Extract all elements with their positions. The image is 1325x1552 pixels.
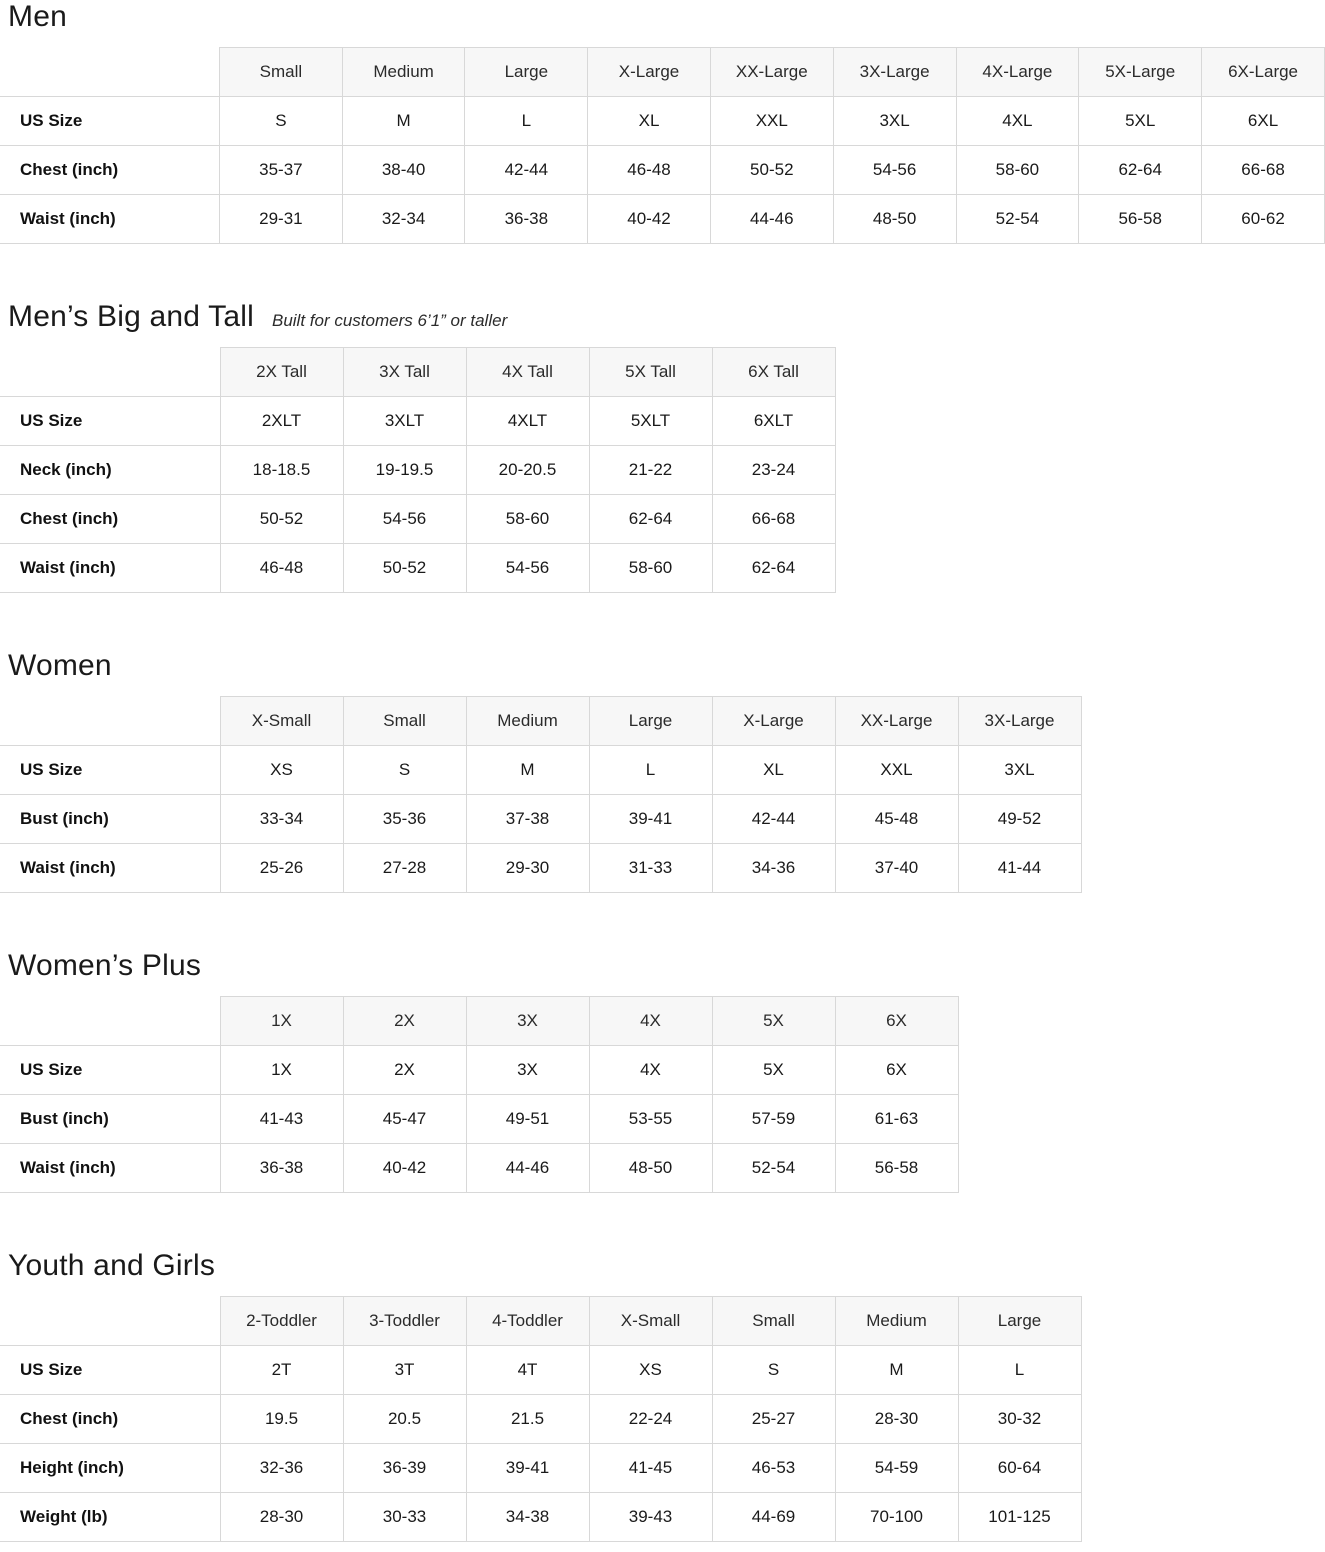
table-cell: L [958, 1346, 1081, 1395]
table-header-row [0, 997, 958, 1046]
table-cell: S [220, 97, 343, 146]
column-header: 1X [220, 997, 343, 1046]
table-cell: 28-30 [220, 1493, 343, 1542]
table-cell: 48-50 [833, 195, 956, 244]
table-cell: 44-46 [710, 195, 833, 244]
table-cell: 37-38 [466, 795, 589, 844]
table-cell: 49-51 [466, 1095, 589, 1144]
row-header: Waist (inch) [0, 195, 220, 244]
row-header: Neck (inch) [0, 446, 220, 495]
column-header: X-Large [588, 48, 711, 97]
table-cell: 30-33 [343, 1493, 466, 1542]
size-section [0, 893, 1325, 1193]
table-cell: 19-19.5 [343, 446, 466, 495]
column-header: 3X [466, 997, 589, 1046]
table-cell: 39-43 [589, 1493, 712, 1542]
table-cell: 44-69 [712, 1493, 835, 1542]
table-row [0, 446, 835, 495]
table-cell: 54-56 [833, 146, 956, 195]
column-header: 4X-Large [956, 48, 1079, 97]
column-header: 3X-Large [958, 697, 1081, 746]
table-cell: 5X [712, 1046, 835, 1095]
table-cell: 70-100 [835, 1493, 958, 1542]
table-cell: 34-36 [712, 844, 835, 893]
table-cell: 41-43 [220, 1095, 343, 1144]
row-header: Weight (lb) [0, 1493, 220, 1542]
column-header: 5X [712, 997, 835, 1046]
table-corner-cell [0, 348, 220, 397]
table-cell: 35-36 [343, 795, 466, 844]
table-cell: 35-37 [220, 146, 343, 195]
section-title: Youth and Girls [8, 1249, 216, 1282]
table-row [0, 844, 1081, 893]
size-section [0, 593, 1325, 893]
row-header: US Size [0, 97, 220, 146]
column-header: Large [958, 1297, 1081, 1346]
section-header [0, 0, 1325, 47]
table-cell: 3X [466, 1046, 589, 1095]
row-header: US Size [0, 746, 220, 795]
column-header: Small [712, 1297, 835, 1346]
column-header: Large [589, 697, 712, 746]
table-cell: XXL [710, 97, 833, 146]
table-cell: 57-59 [712, 1095, 835, 1144]
table-header-row [0, 1297, 1081, 1346]
column-header: 3X-Large [833, 48, 956, 97]
table-cell: 21.5 [466, 1395, 589, 1444]
table-cell: XS [220, 746, 343, 795]
size-table [0, 47, 1325, 244]
section-spacer [0, 244, 1325, 300]
table-cell: 1X [220, 1046, 343, 1095]
table-row [0, 746, 1081, 795]
table-cell: 50-52 [343, 544, 466, 593]
column-header: 3X Tall [343, 348, 466, 397]
table-cell: 6X [835, 1046, 958, 1095]
column-header: 5X-Large [1079, 48, 1202, 97]
row-header: Height (inch) [0, 1444, 220, 1493]
table-cell: L [589, 746, 712, 795]
table-header-row [0, 48, 1325, 97]
table-cell: 42-44 [712, 795, 835, 844]
table-row [0, 195, 1325, 244]
column-header: 2X Tall [220, 348, 343, 397]
table-cell: 58-60 [466, 495, 589, 544]
table-header-row [0, 697, 1081, 746]
table-cell: 25-27 [712, 1395, 835, 1444]
section-header [0, 300, 1325, 347]
table-cell: 58-60 [589, 544, 712, 593]
table-row [0, 495, 835, 544]
table-cell: 66-68 [712, 495, 835, 544]
table-cell: 29-30 [466, 844, 589, 893]
column-header: Large [465, 48, 588, 97]
table-cell: 2X [343, 1046, 466, 1095]
table-cell: 66-68 [1202, 146, 1325, 195]
table-cell: 3XLT [343, 397, 466, 446]
table-cell: 54-56 [343, 495, 466, 544]
table-row [0, 97, 1325, 146]
table-cell: 23-24 [712, 446, 835, 495]
row-header: US Size [0, 1046, 220, 1095]
table-cell: 62-64 [589, 495, 712, 544]
table-cell: 58-60 [956, 146, 1079, 195]
section-header [0, 649, 1325, 696]
column-header: 5X Tall [589, 348, 712, 397]
table-cell: 36-39 [343, 1444, 466, 1493]
table-cell: 3T [343, 1346, 466, 1395]
row-header: Waist (inch) [0, 844, 220, 893]
section-title: Men’s Big and Tall [8, 300, 254, 333]
table-cell: 50-52 [220, 495, 343, 544]
table-row [0, 1346, 1081, 1395]
table-corner-cell [0, 697, 220, 746]
table-cell: 62-64 [712, 544, 835, 593]
table-cell: 45-47 [343, 1095, 466, 1144]
column-header: Small [220, 48, 343, 97]
table-cell: 40-42 [343, 1144, 466, 1193]
column-header: XX-Large [835, 697, 958, 746]
table-cell: 52-54 [956, 195, 1079, 244]
section-title: Men [8, 0, 67, 33]
table-cell: 20-20.5 [466, 446, 589, 495]
column-header: 6X-Large [1202, 48, 1325, 97]
table-cell: XL [712, 746, 835, 795]
size-table [0, 696, 1082, 893]
table-row [0, 544, 835, 593]
row-header: US Size [0, 397, 220, 446]
table-cell: 21-22 [589, 446, 712, 495]
table-corner-cell [0, 997, 220, 1046]
table-cell: 28-30 [835, 1395, 958, 1444]
table-cell: 34-38 [466, 1493, 589, 1542]
column-header: XX-Large [710, 48, 833, 97]
table-cell: 22-24 [589, 1395, 712, 1444]
table-cell: 4T [466, 1346, 589, 1395]
table-cell: 48-50 [589, 1144, 712, 1193]
table-corner-cell [0, 48, 220, 97]
table-cell: 33-34 [220, 795, 343, 844]
table-cell: 39-41 [589, 795, 712, 844]
table-cell: S [343, 746, 466, 795]
section-spacer [0, 893, 1325, 949]
column-header: 2-Toddler [220, 1297, 343, 1346]
table-cell: 49-52 [958, 795, 1081, 844]
table-cell: 56-58 [1079, 195, 1202, 244]
table-cell: 30-32 [958, 1395, 1081, 1444]
column-header: Medium [835, 1297, 958, 1346]
table-cell: 61-63 [835, 1095, 958, 1144]
size-section [0, 1193, 1325, 1542]
section-header [0, 949, 1325, 996]
table-cell: 40-42 [588, 195, 711, 244]
table-cell: 39-41 [466, 1444, 589, 1493]
table-row [0, 795, 1081, 844]
table-cell: 52-54 [712, 1144, 835, 1193]
table-cell: 54-56 [466, 544, 589, 593]
table-cell: 41-44 [958, 844, 1081, 893]
column-header: 4-Toddler [466, 1297, 589, 1346]
table-cell: 56-58 [835, 1144, 958, 1193]
section-title: Women’s Plus [8, 949, 202, 982]
table-cell: 38-40 [342, 146, 465, 195]
table-cell: 19.5 [220, 1395, 343, 1444]
column-header: 6X [835, 997, 958, 1046]
section-title: Women [8, 649, 112, 682]
column-header: X-Small [220, 697, 343, 746]
section-header [0, 1249, 1325, 1296]
column-header: X-Small [589, 1297, 712, 1346]
table-cell: M [466, 746, 589, 795]
column-header: Small [343, 697, 466, 746]
table-cell: 42-44 [465, 146, 588, 195]
table-cell: 101-125 [958, 1493, 1081, 1542]
row-header: US Size [0, 1346, 220, 1395]
table-cell: L [465, 97, 588, 146]
table-cell: 44-46 [466, 1144, 589, 1193]
row-header: Bust (inch) [0, 795, 220, 844]
size-section [0, 0, 1325, 244]
section-spacer [0, 1193, 1325, 1249]
table-cell: 4XLT [466, 397, 589, 446]
table-cell: 54-59 [835, 1444, 958, 1493]
table-cell: 29-31 [220, 195, 343, 244]
table-cell: 6XLT [712, 397, 835, 446]
table-cell: 46-53 [712, 1444, 835, 1493]
column-header: 6X Tall [712, 348, 835, 397]
table-row [0, 1095, 958, 1144]
table-cell: 25-26 [220, 844, 343, 893]
table-cell: 62-64 [1079, 146, 1202, 195]
table-cell: 37-40 [835, 844, 958, 893]
section-spacer [0, 593, 1325, 649]
column-header: 4X [589, 997, 712, 1046]
table-cell: 46-48 [220, 544, 343, 593]
table-cell: M [835, 1346, 958, 1395]
table-header-row [0, 348, 835, 397]
column-header: 4X Tall [466, 348, 589, 397]
column-header: X-Large [712, 697, 835, 746]
table-row [0, 1046, 958, 1095]
table-cell: 41-45 [589, 1444, 712, 1493]
column-header: Medium [466, 697, 589, 746]
size-table [0, 996, 959, 1193]
table-cell: 60-62 [1202, 195, 1325, 244]
table-row [0, 1395, 1081, 1444]
row-header: Chest (inch) [0, 495, 220, 544]
table-cell: 20.5 [343, 1395, 466, 1444]
table-row [0, 1144, 958, 1193]
table-cell: XXL [835, 746, 958, 795]
table-cell: 36-38 [465, 195, 588, 244]
table-cell: 53-55 [589, 1095, 712, 1144]
table-row [0, 146, 1325, 195]
table-cell: XL [588, 97, 711, 146]
column-header: Medium [342, 48, 465, 97]
table-cell: 5XL [1079, 97, 1202, 146]
size-table [0, 1296, 1082, 1542]
table-cell: 27-28 [343, 844, 466, 893]
table-cell: 46-48 [588, 146, 711, 195]
row-header: Chest (inch) [0, 1395, 220, 1444]
table-row [0, 1444, 1081, 1493]
table-cell: 50-52 [710, 146, 833, 195]
row-header: Waist (inch) [0, 1144, 220, 1193]
table-cell: 32-34 [342, 195, 465, 244]
table-cell: 31-33 [589, 844, 712, 893]
table-cell: 36-38 [220, 1144, 343, 1193]
section-note: Built for customers 6’1” or taller [271, 311, 508, 330]
size-section [0, 244, 1325, 593]
table-cell: 4XL [956, 97, 1079, 146]
table-cell: XS [589, 1346, 712, 1395]
row-header: Bust (inch) [0, 1095, 220, 1144]
size-table [0, 347, 836, 593]
table-cell: M [342, 97, 465, 146]
table-cell: 3XL [833, 97, 956, 146]
table-cell: 32-36 [220, 1444, 343, 1493]
table-cell: 5XLT [589, 397, 712, 446]
column-header: 2X [343, 997, 466, 1046]
table-cell: 6XL [1202, 97, 1325, 146]
table-cell: 45-48 [835, 795, 958, 844]
table-cell: 4X [589, 1046, 712, 1095]
column-header: 3-Toddler [343, 1297, 466, 1346]
table-corner-cell [0, 1297, 220, 1346]
row-header: Waist (inch) [0, 544, 220, 593]
table-cell: 3XL [958, 746, 1081, 795]
table-cell: 2XLT [220, 397, 343, 446]
table-cell: S [712, 1346, 835, 1395]
table-row [0, 397, 835, 446]
table-cell: 18-18.5 [220, 446, 343, 495]
table-cell: 60-64 [958, 1444, 1081, 1493]
row-header: Chest (inch) [0, 146, 220, 195]
table-cell: 2T [220, 1346, 343, 1395]
